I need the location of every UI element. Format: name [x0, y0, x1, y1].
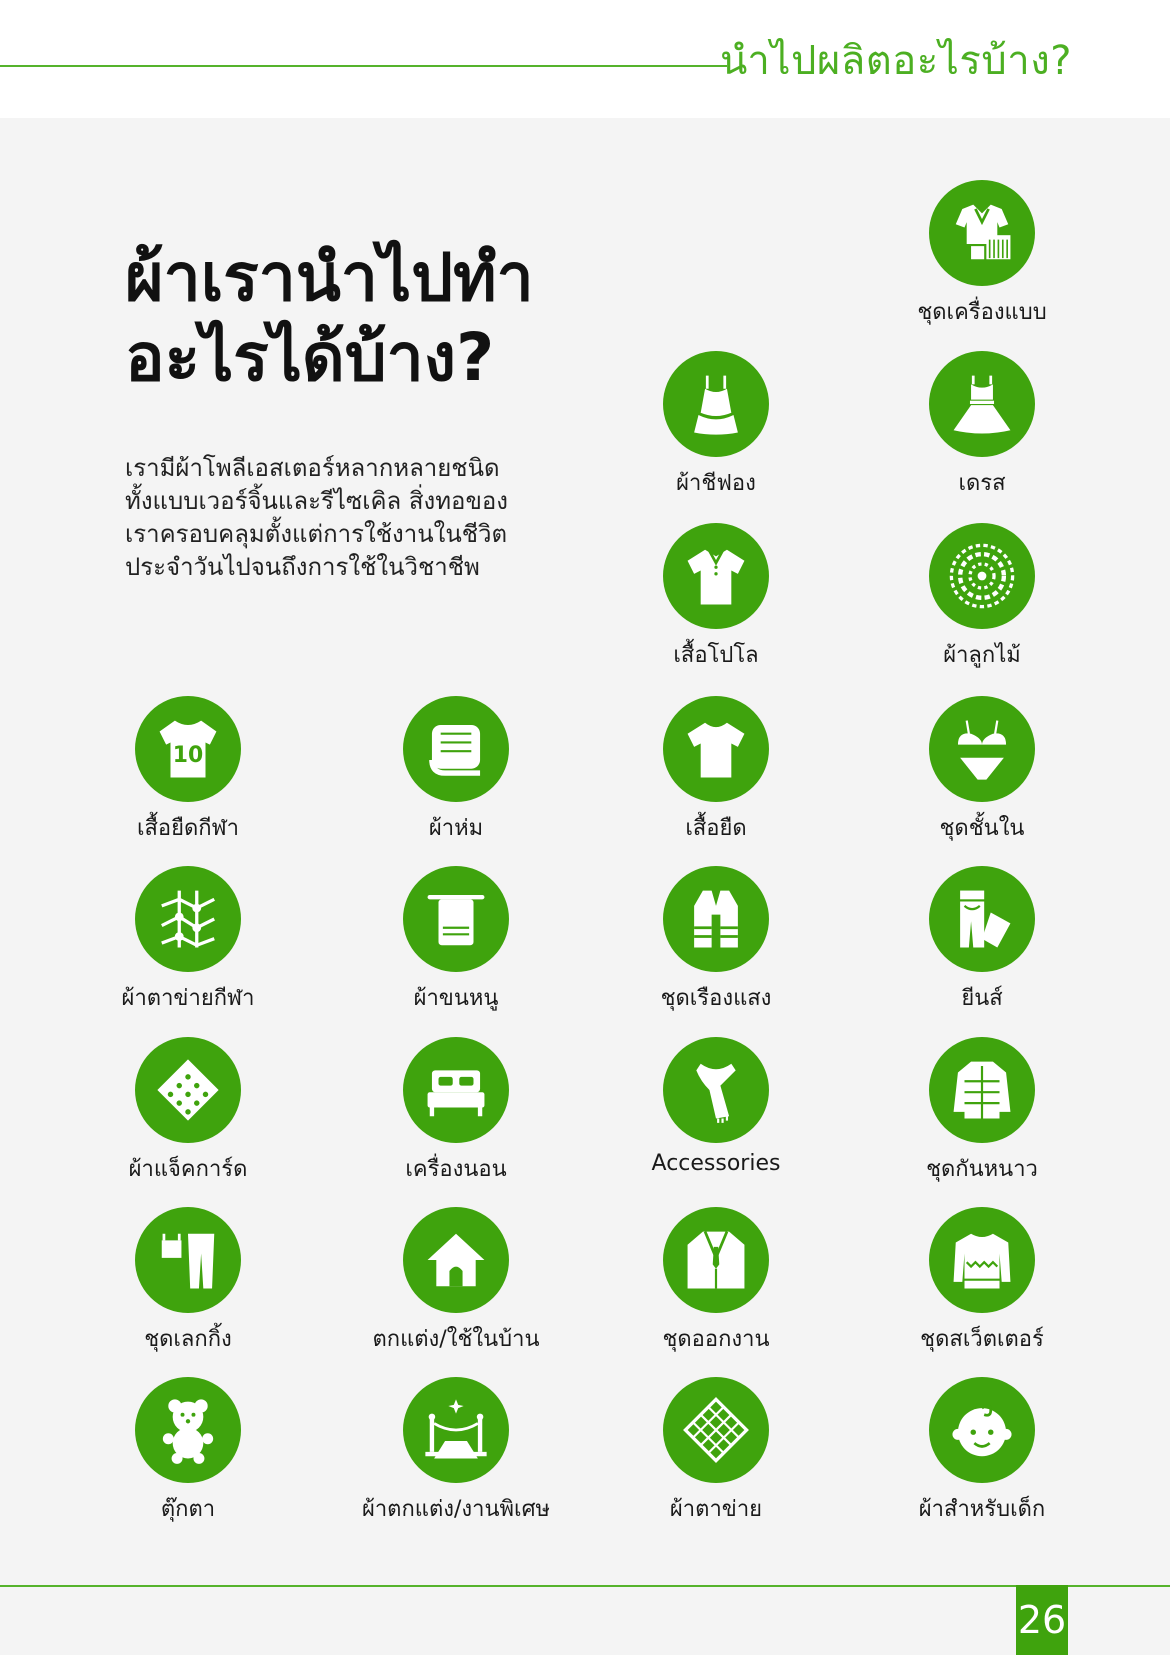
product-circle: [663, 523, 769, 629]
suit-icon: [681, 1225, 751, 1295]
home-icon: [421, 1225, 491, 1295]
product-item-net: [601, 1377, 831, 1526]
product-item-dress: [867, 351, 1097, 500]
product-label: ชุดกันหนาว: [926, 1157, 1038, 1182]
product-label: ผ้าตกแต่ง/งานพิเศษ: [361, 1497, 551, 1522]
product-item-bed: [341, 1037, 571, 1186]
product-label: ผ้าลูกไม้: [943, 643, 1021, 668]
product-label: ยีนส์: [961, 986, 1003, 1011]
winter-jacket-icon: [947, 1055, 1017, 1125]
product-item-chiffon: [601, 351, 831, 500]
product-label: ชุดเลกกิ้ง: [144, 1327, 232, 1352]
product-item-lingerie: [867, 696, 1097, 845]
product-label: ชุดสเว็ตเตอร์: [920, 1327, 1044, 1352]
product-item-jeans: [867, 866, 1097, 1015]
product-circle: [135, 1207, 241, 1313]
intro-line-1: เรามีผ้าโพลีเอสเตอร์หลากหลายชนิด: [125, 454, 500, 482]
dress-icon: [947, 369, 1017, 439]
product-circle: [135, 1377, 241, 1483]
reflective-vest-icon: [681, 884, 751, 954]
product-item-t-shirt: [601, 696, 831, 845]
product-item-baby: [867, 1377, 1097, 1526]
product-item-home: [341, 1207, 571, 1356]
jeans-icon: [947, 884, 1017, 954]
product-circle: [929, 1207, 1035, 1313]
product-item-teddy-bear: [73, 1377, 303, 1526]
page-number: 26: [1016, 1585, 1068, 1655]
sweater-icon: [947, 1225, 1017, 1295]
sports-mesh-icon: [153, 884, 223, 954]
polo-shirt-icon: [681, 541, 751, 611]
page-title: [125, 238, 645, 398]
product-item-sports-mesh: [73, 866, 303, 1015]
lace-icon: [947, 541, 1017, 611]
sports-jersey-icon: [153, 714, 223, 784]
product-circle: [663, 866, 769, 972]
product-item-towel: [341, 866, 571, 1015]
product-circle: [663, 696, 769, 802]
teddy-bear-icon: [153, 1395, 223, 1465]
product-item-sports-jersey: [73, 696, 303, 845]
product-item-uniform: [867, 180, 1097, 329]
towel-icon: [421, 884, 491, 954]
product-circle: [403, 696, 509, 802]
product-label: ผ้าขนหนู: [413, 986, 499, 1011]
intro-line-4: ประจำวันไปจนถึงการใช้ในวิชาชีพ: [125, 553, 480, 581]
product-label: ชุดออกงาน: [662, 1327, 770, 1352]
intro-paragraph: [125, 452, 595, 584]
page-title-line-1: ผ้าเรานำไปทำ: [125, 239, 534, 316]
product-circle: [929, 523, 1035, 629]
product-item-accessories: [601, 1037, 831, 1176]
product-circle: [929, 180, 1035, 286]
header-divider: [0, 65, 727, 67]
product-item-lace: [867, 523, 1097, 672]
product-circle: [403, 866, 509, 972]
product-circle: [403, 1037, 509, 1143]
product-circle: [135, 1037, 241, 1143]
product-circle: [929, 1377, 1035, 1483]
product-item-polo: [601, 523, 831, 672]
product-label: ผ้าห่ม: [428, 816, 484, 841]
product-label: ชุดเรืองแสง: [660, 986, 772, 1011]
product-label: ผ้าตาข่าย: [669, 1497, 763, 1522]
product-circle: [929, 1037, 1035, 1143]
page-title-line-2: อะไรได้บ้าง?: [125, 319, 495, 396]
page-footer: [0, 1587, 1170, 1655]
product-label: ตุ๊กตา: [160, 1497, 216, 1522]
product-circle: [663, 1207, 769, 1313]
header-title: นำไปผลิตอะไรบ้าง?: [720, 38, 1072, 84]
product-item-suit: [601, 1207, 831, 1356]
jacquard-icon: [153, 1055, 223, 1125]
product-label: เครื่องนอน: [405, 1157, 507, 1182]
product-circle: [929, 696, 1035, 802]
product-circle: [663, 1377, 769, 1483]
product-label: ผ้าสำหรับเด็ก: [918, 1497, 1046, 1522]
product-circle: [929, 866, 1035, 972]
footer-divider: [0, 1585, 1170, 1587]
product-circle: [929, 351, 1035, 457]
product-label: เสื้อโปโล: [673, 643, 759, 668]
product-label: ผ้าชีฟอง: [676, 471, 756, 496]
uniform-icon: [947, 198, 1017, 268]
product-label: เดรส: [958, 471, 1006, 496]
scarf-icon: [681, 1055, 751, 1125]
svg-text:10: 10: [172, 743, 204, 769]
chiffon-top-icon: [681, 369, 751, 439]
product-circle: [663, 1037, 769, 1143]
product-label: เสื้อยืดกีฬา: [136, 816, 240, 841]
blanket-icon: [421, 714, 491, 784]
t-shirt-icon: [681, 714, 751, 784]
bed-icon: [421, 1055, 491, 1125]
product-circle: [663, 351, 769, 457]
red-carpet-icon: [421, 1395, 491, 1465]
product-item-reflective-vest: [601, 866, 831, 1015]
product-label: ผ้าตาข่ายกีฬา: [121, 986, 255, 1011]
product-label: ตกแต่ง/ใช้ในบ้าน: [372, 1327, 540, 1352]
intro-line-3: เราครอบคลุมตั้งแต่การใช้งานในชีวิต: [125, 520, 508, 548]
lingerie-icon: [947, 714, 1017, 784]
leggings-icon: [153, 1225, 223, 1295]
product-item-red-carpet: [341, 1377, 571, 1526]
product-item-sweater: [867, 1207, 1097, 1356]
product-item-jacquard: [73, 1037, 303, 1186]
product-label: ชุดเครื่องแบบ: [917, 300, 1047, 325]
net-icon: [681, 1395, 751, 1465]
product-circle: [135, 696, 241, 802]
product-circle: [403, 1377, 509, 1483]
product-item-winter-jacket: [867, 1037, 1097, 1186]
baby-icon: [947, 1395, 1017, 1465]
product-circle: [403, 1207, 509, 1313]
product-circle: [135, 866, 241, 972]
product-label: ชุดชั้นใน: [939, 816, 1025, 841]
product-item-leggings: [73, 1207, 303, 1356]
intro-line-2: ทั้งแบบเวอร์จิ้นและรีไซเคิล สิ่งทอของ: [125, 487, 508, 515]
product-item-blanket: [341, 696, 571, 845]
product-label: เสื้อยืด: [685, 816, 747, 841]
product-label: Accessories: [651, 1151, 781, 1176]
product-label: ผ้าแจ็คการ์ด: [128, 1157, 248, 1182]
